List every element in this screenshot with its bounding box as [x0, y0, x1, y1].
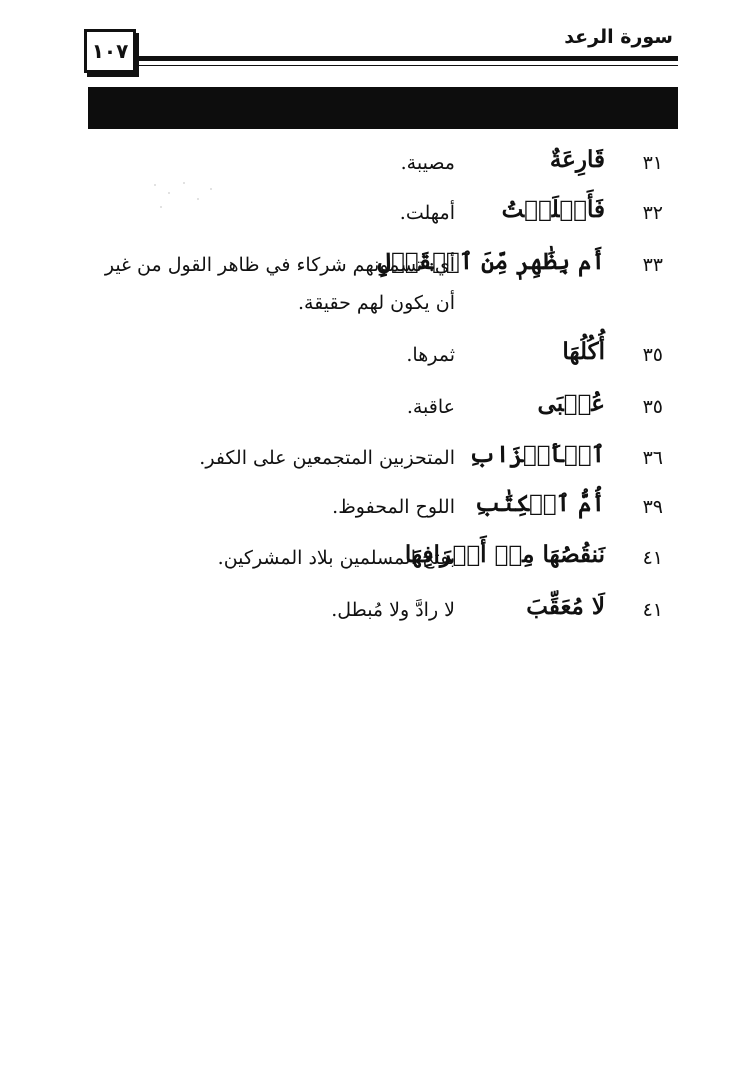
surah-title: سورة الرعد: [564, 26, 673, 48]
quran-word: لَا مُعَقِّبَ: [526, 593, 605, 620]
meaning-line: أي: تسمونهم شركاء في ظاهر القول من غير: [104, 254, 455, 276]
meaning-line: بفتح المسلمين بلاد المشركين.: [217, 547, 455, 569]
word-meaning: [75, 591, 455, 629]
quran-word: فَأَمۡلَيۡتُ: [501, 196, 605, 223]
quran-word: قَارِعَةٌ: [549, 146, 605, 173]
word-meaning: [75, 539, 455, 577]
ayah-number: ٤١: [642, 599, 663, 621]
ayah-number: ٣١: [642, 152, 663, 174]
word-meaning: [75, 388, 455, 426]
meaning-line: ثمرها.: [406, 344, 455, 366]
quran-word: أُمُّ ٱلۡكِتَٰبِ: [475, 490, 605, 517]
word-meaning: [75, 144, 455, 182]
ayah-number: ٣٥: [642, 344, 663, 366]
quran-word: أَم بِظَٰهِرٖ مِّنَ ٱلۡقَوۡلِ: [377, 248, 605, 275]
meaning-line: مصيبة.: [400, 152, 455, 174]
word-meaning: [75, 439, 455, 477]
word-meaning: [35, 246, 455, 322]
meaning-line: أمهلت.: [399, 202, 455, 224]
meaning-line: عاقبة.: [406, 396, 455, 418]
ayah-number: ٣٢: [642, 202, 663, 224]
quran-word: ٱلۡأَحۡزَابِ: [468, 441, 605, 468]
meaning-line: لا رادَّ ولا مُبطل.: [331, 599, 455, 621]
word-meaning: [75, 336, 455, 374]
ayah-number: ٣٥: [642, 396, 663, 418]
meaning-line: اللوح المحفوظ.: [332, 496, 455, 518]
quran-word: أُكُلُهَا: [562, 338, 605, 365]
page-number: ١٠٧: [91, 39, 129, 63]
word-meaning: [75, 488, 455, 526]
meaning-line: أن يكون لهم حقيقة.: [297, 292, 455, 314]
ayah-number: ٣٦: [642, 447, 663, 469]
ayah-number: ٣٩: [642, 496, 663, 518]
ayah-number: ٣٣: [642, 254, 663, 276]
ayah-number: ٤١: [642, 547, 663, 569]
quran-word: عُقۡبَى: [537, 390, 605, 417]
meaning-line: المتحزبين المتجمعين على الكفر.: [199, 447, 455, 469]
quran-word: نَنقُصُهَا مِنۡ أَطۡرَافِهَا: [404, 541, 605, 568]
word-meaning: [75, 194, 455, 232]
